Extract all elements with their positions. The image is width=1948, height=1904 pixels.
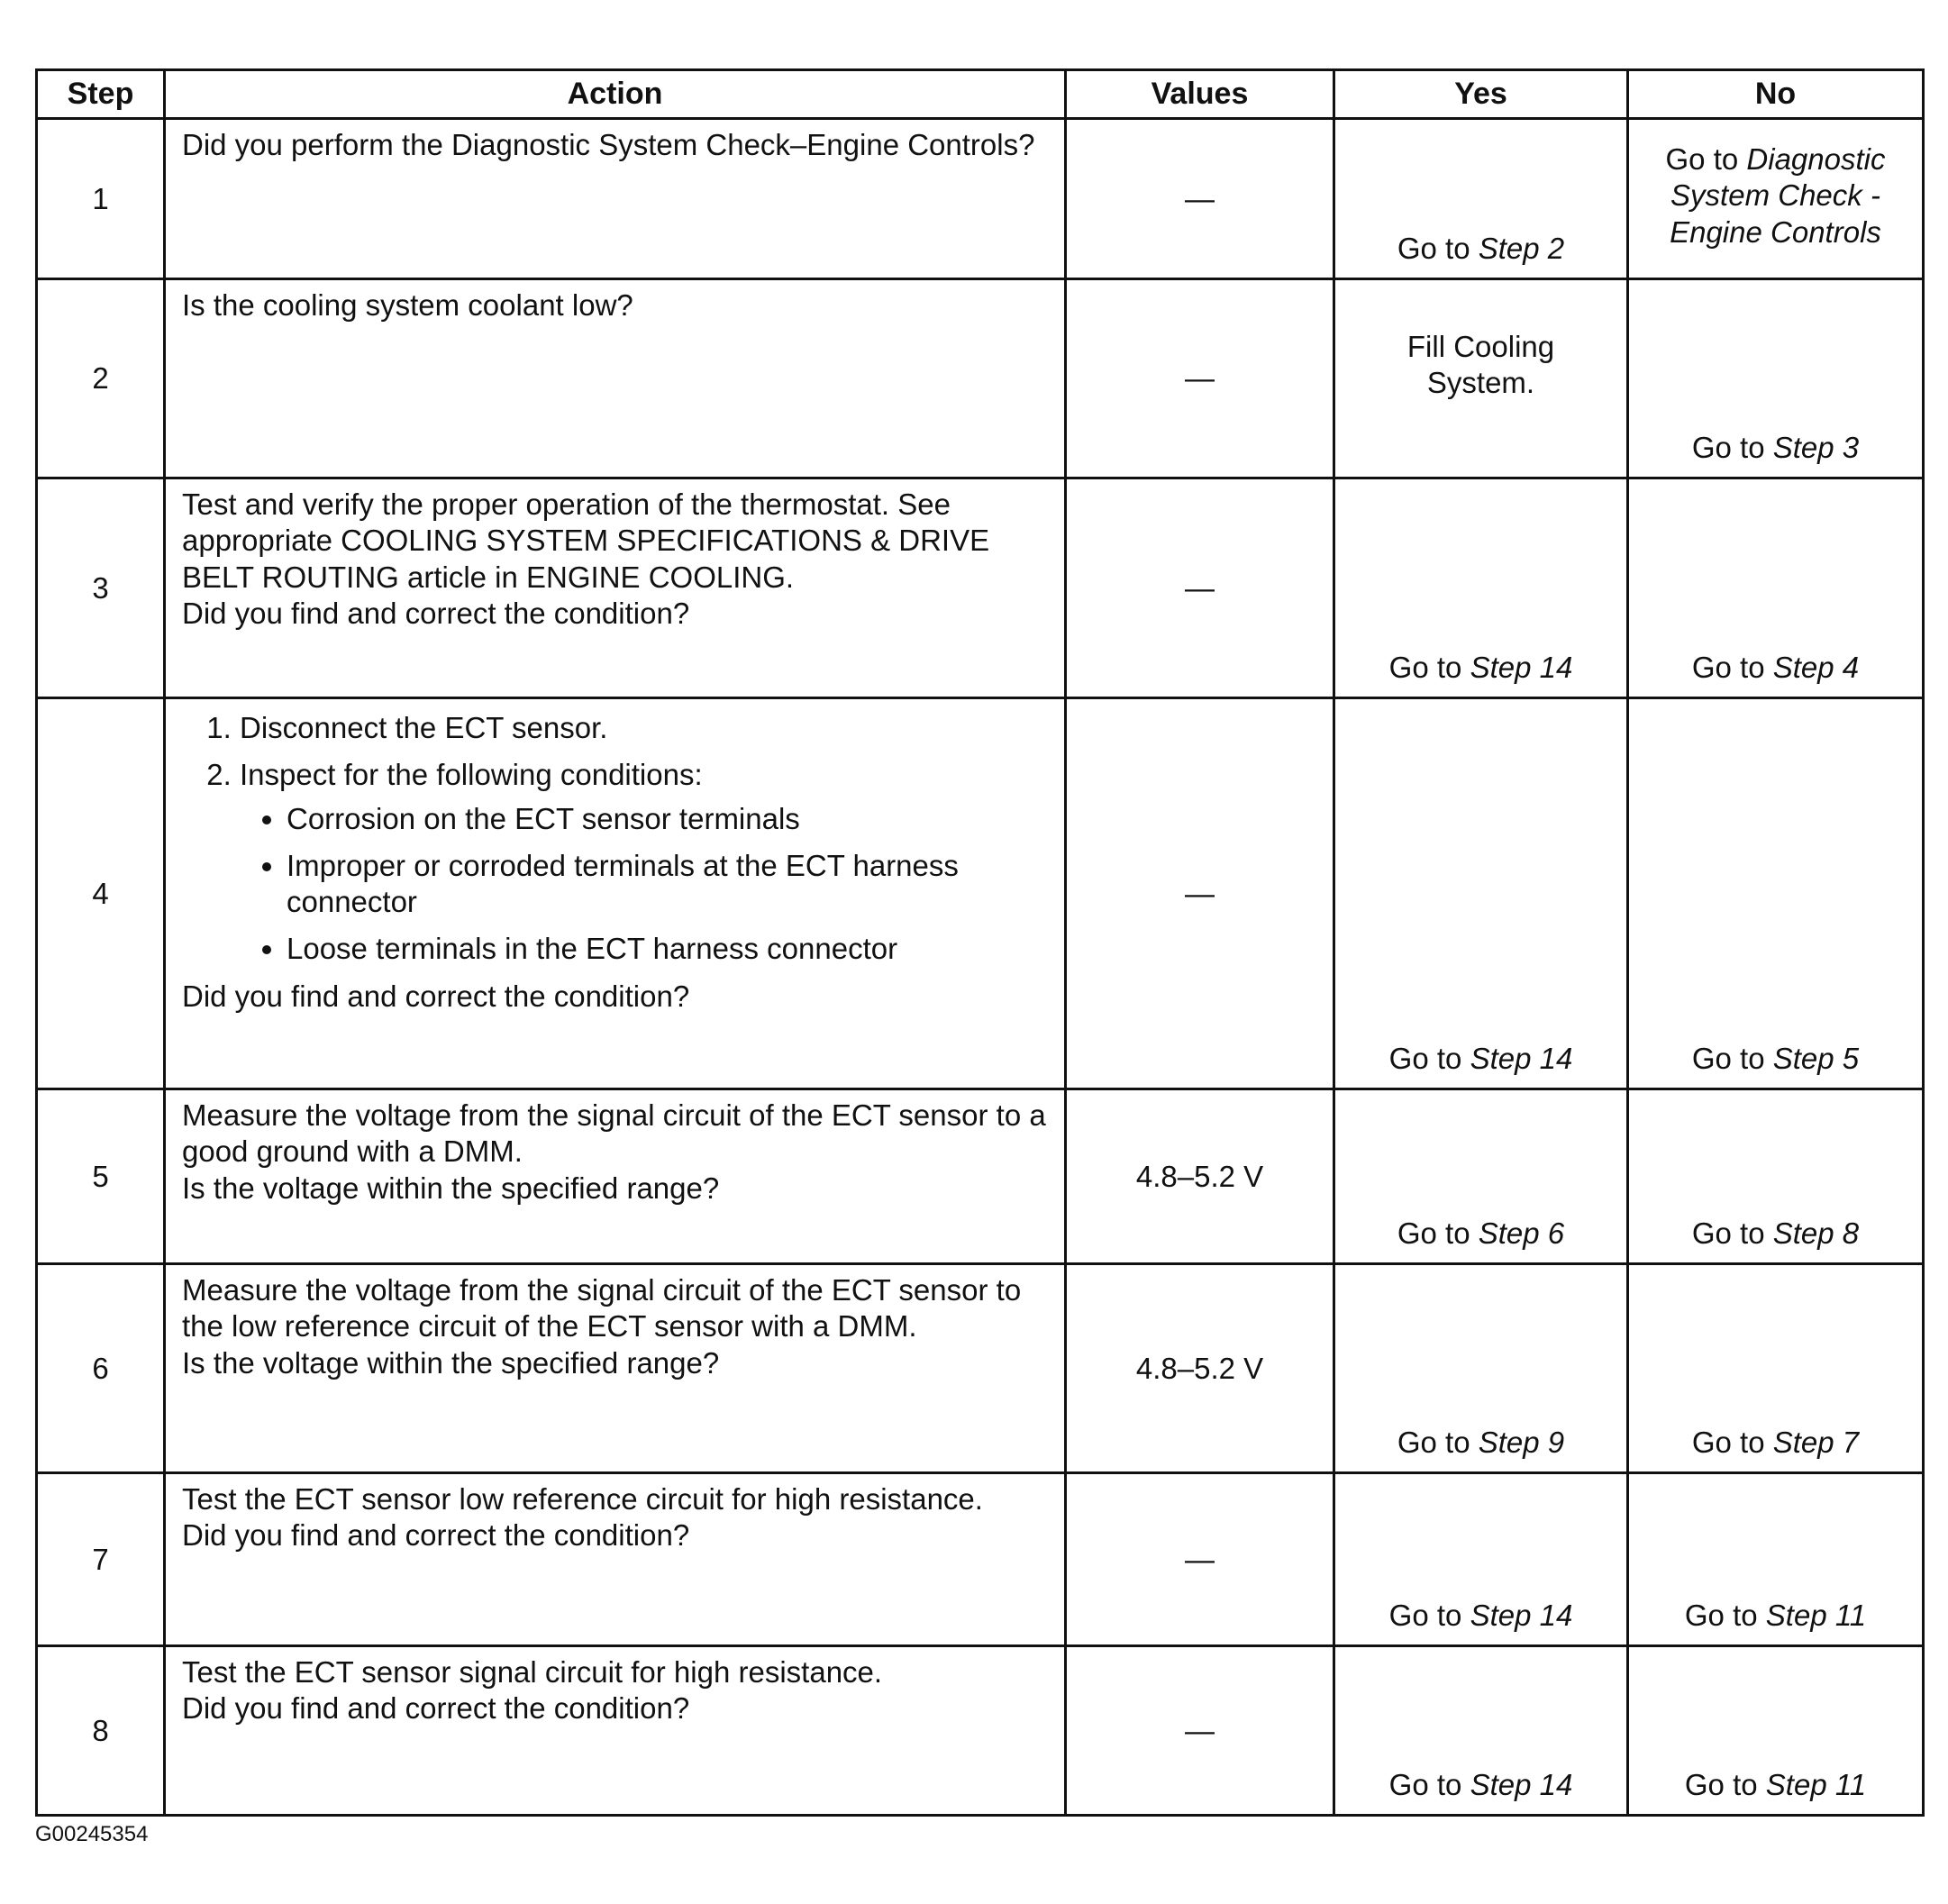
yes-link[interactable]: Step 2 [1478, 231, 1565, 265]
values-cell: — [1066, 1646, 1334, 1816]
yes-cell [1334, 1089, 1628, 1264]
no-cell [1628, 1264, 1924, 1473]
list-item: • Improper or corroded terminals at the ECT harness connector [287, 848, 1048, 921]
header-yes: Yes [1334, 70, 1628, 119]
yes-prefix: Go to [1397, 1216, 1470, 1250]
yes-cell [1334, 698, 1628, 1089]
table-row [37, 279, 1924, 478]
action-cell [165, 698, 1066, 1089]
header-step: Step [37, 70, 165, 119]
action-question: Did you find and correct the condition? [182, 1691, 690, 1726]
no-link[interactable]: Step 7 [1772, 1425, 1860, 1459]
action-question: Did you find and correct the condition? [182, 596, 690, 630]
step-number: 6 [37, 1264, 165, 1473]
yes-text: Fill Cooling System. [1406, 329, 1555, 399]
no-prefix: Go to [1691, 1041, 1765, 1075]
values-cell: 4.8–5.2 V [1066, 1089, 1334, 1264]
yes-link[interactable]: Step 9 [1478, 1425, 1565, 1459]
values-cell: — [1066, 1473, 1334, 1646]
step-number: 2 [37, 279, 165, 478]
diagnostic-table [35, 68, 1925, 1817]
no-cell [1628, 279, 1924, 478]
header-action: Action [165, 70, 1066, 119]
action-question: Is the voltage within the specified range? [182, 1345, 720, 1380]
table-row [37, 1264, 1924, 1473]
action-question: Did you find and correct the condition? [182, 979, 690, 1013]
header-no: No [1628, 70, 1924, 119]
action-cell [165, 1646, 1066, 1816]
action-text: Did you perform the Diagnostic System Check–Engine Controls? [182, 128, 1035, 161]
yes-link[interactable]: Step 14 [1470, 1598, 1573, 1632]
values-cell: — [1066, 279, 1334, 478]
yes-prefix: Go to [1397, 1425, 1470, 1459]
no-link[interactable]: Step 4 [1772, 650, 1860, 684]
step-number: 7 [37, 1473, 165, 1646]
yes-link[interactable]: Step 14 [1470, 1767, 1573, 1801]
list-item: • Corrosion on the ECT sensor terminals [287, 801, 1048, 837]
action-text: Test the ECT sensor signal circuit for high resistance. [182, 1655, 883, 1689]
table-row [37, 1089, 1924, 1264]
table-row [37, 478, 1924, 698]
no-link[interactable]: Step 8 [1772, 1216, 1860, 1250]
yes-link[interactable]: Step 6 [1478, 1216, 1565, 1250]
action-text: Test and verify the proper operation of the thermostat. See appropriate COOLING SYSTEM SPECIFICATIONS & DRIVE BELT ROUTING article in ENGINE COOLING. [182, 487, 990, 594]
yes-prefix: Go to [1388, 1767, 1462, 1801]
yes-cell [1334, 119, 1628, 279]
table-row [37, 1473, 1924, 1646]
step-number: 3 [37, 478, 165, 698]
no-prefix: Go to [1684, 1767, 1758, 1801]
list-item: • Loose terminals in the ECT harness connector [287, 931, 1048, 967]
no-prefix: Go to [1691, 650, 1765, 684]
yes-cell [1334, 1646, 1628, 1816]
no-prefix: Go to [1665, 142, 1739, 176]
table-header-row [37, 70, 1924, 119]
no-prefix: Go to [1684, 1598, 1758, 1632]
yes-link[interactable]: Step 14 [1470, 1041, 1573, 1075]
values-cell: — [1066, 119, 1334, 279]
yes-cell [1334, 1264, 1628, 1473]
action-cell [165, 1264, 1066, 1473]
no-prefix: Go to [1691, 430, 1765, 464]
no-cell [1628, 1473, 1924, 1646]
header-values: Values [1066, 70, 1334, 119]
action-text: Test the ECT sensor low reference circuit for high resistance. [182, 1482, 983, 1516]
action-steps-list [182, 710, 1048, 979]
table-row [37, 698, 1924, 1089]
table-row [37, 119, 1924, 279]
step-number: 1 [37, 119, 165, 279]
yes-cell [1334, 279, 1628, 478]
step-number: 4 [37, 698, 165, 1089]
no-prefix: Go to [1691, 1425, 1765, 1459]
list-item-text: Inspect for the following conditions: [240, 758, 703, 792]
step-number: 5 [37, 1089, 165, 1264]
no-cell [1628, 478, 1924, 698]
no-cell [1628, 1089, 1924, 1264]
no-prefix: Go to [1691, 1216, 1765, 1250]
values-cell: — [1066, 698, 1334, 1089]
action-cell [165, 478, 1066, 698]
list-item [240, 757, 1048, 967]
action-text: Measure the voltage from the signal circuit of the ECT sensor to the low reference circuit of the ECT sensor with a DMM. [182, 1273, 1022, 1344]
list-item: 1. Disconnect the ECT sensor. [240, 710, 1048, 746]
action-cell [165, 279, 1066, 478]
conditions-list [240, 801, 1048, 968]
yes-link[interactable]: Step 14 [1470, 650, 1573, 684]
action-cell [165, 1089, 1066, 1264]
action-text: Is the cooling system coolant low? [182, 288, 633, 322]
no-cell [1628, 119, 1924, 279]
action-question: Did you find and correct the condition? [182, 1518, 690, 1553]
yes-prefix: Go to [1388, 1598, 1462, 1632]
no-cell [1628, 1646, 1924, 1816]
yes-prefix: Go to [1388, 1041, 1462, 1075]
no-link[interactable]: Diagnostic System Check - Engine Controls [1670, 142, 1886, 249]
no-cell [1628, 698, 1924, 1089]
no-link[interactable]: Step 5 [1772, 1041, 1860, 1075]
action-text: Measure the voltage from the signal circuit of the ECT sensor to a good ground with a DMM. [182, 1098, 1046, 1169]
no-link[interactable]: Step 3 [1772, 430, 1860, 464]
values-cell: — [1066, 478, 1334, 698]
table-row [37, 1646, 1924, 1816]
action-question: Is the voltage within the specified range? [182, 1171, 720, 1205]
figure-id: G00245354 [35, 1822, 149, 1846]
yes-cell [1334, 478, 1628, 698]
values-cell: 4.8–5.2 V [1066, 1264, 1334, 1473]
no-link[interactable]: Step 11 [1765, 1767, 1867, 1801]
yes-prefix: Go to [1397, 231, 1470, 265]
action-cell [165, 1473, 1066, 1646]
no-link[interactable]: Step 11 [1765, 1598, 1867, 1632]
action-cell [165, 119, 1066, 279]
yes-prefix: Go to [1388, 650, 1462, 684]
step-number: 8 [37, 1646, 165, 1816]
yes-cell [1334, 1473, 1628, 1646]
